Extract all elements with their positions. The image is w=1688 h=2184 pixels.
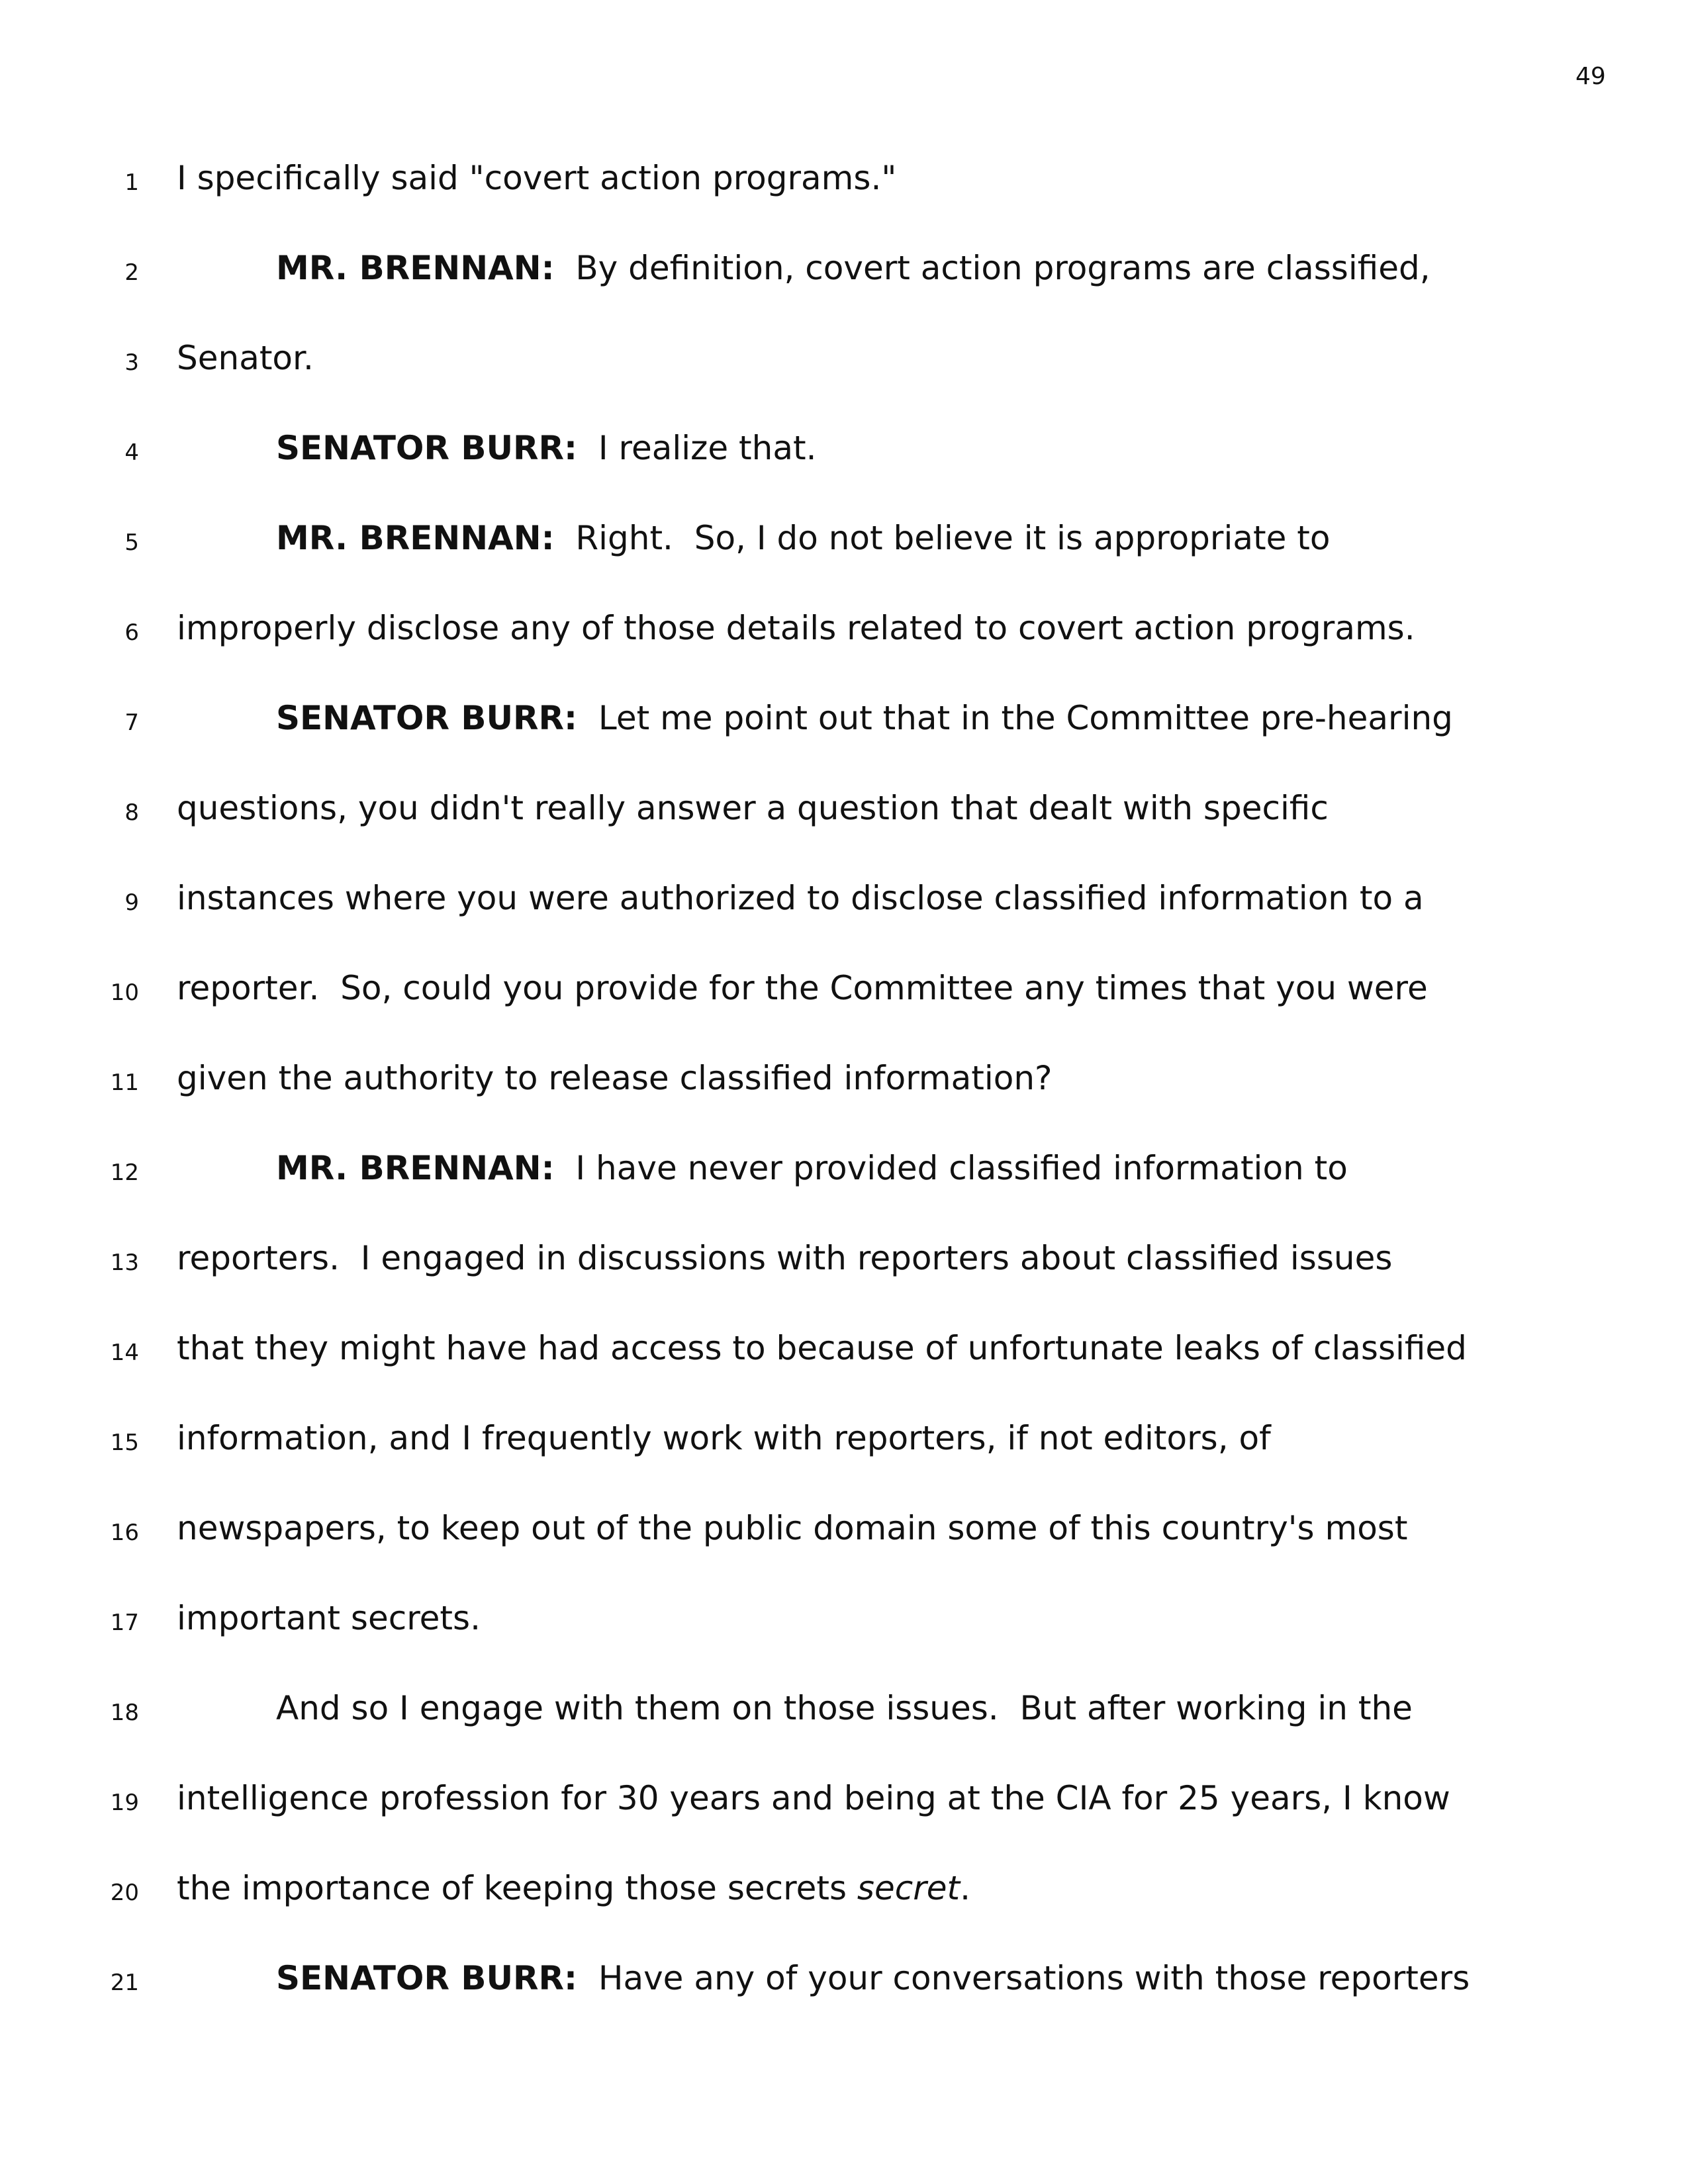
speaker-label: SENATOR BURR:: [276, 699, 578, 737]
transcript-line: [0, 429, 1688, 519]
line-number: 15: [110, 1430, 139, 1456]
transcript-line: [0, 879, 1688, 969]
transcript-line: [0, 1239, 1688, 1329]
transcript-line: [0, 1149, 1688, 1239]
transcript-line: [0, 159, 1688, 249]
line-text: And so I engage with them on those issues. But after working in the: [276, 1689, 1413, 1727]
transcript-line: [0, 1689, 1688, 1779]
transcript-line: [0, 1419, 1688, 1509]
transcript-line: [0, 789, 1688, 879]
line-text: newspapers, to keep out of the public domain some of this country's most: [177, 1509, 1408, 1547]
line-number: 7: [124, 709, 139, 736]
line-number: 12: [110, 1160, 139, 1186]
line-number: 10: [110, 979, 139, 1006]
transcript-line: [0, 1599, 1688, 1689]
line-text: intelligence profession for 30 years and being at the CIA for 25 years, I know: [177, 1779, 1450, 1817]
line-text: instances where you were authorized to disclose classified information to a: [177, 879, 1424, 917]
line-number: 13: [110, 1250, 139, 1276]
line-number: 11: [110, 1069, 139, 1096]
transcript-line: [0, 1779, 1688, 1869]
speaker-label: SENATOR BURR:: [276, 1959, 578, 1997]
line-number: 19: [110, 1790, 139, 1816]
line-number: 18: [110, 1700, 139, 1726]
line-number: 17: [110, 1610, 139, 1636]
page-number: 49: [1575, 63, 1606, 90]
line-number: 21: [110, 1970, 139, 1996]
transcript-line: [0, 969, 1688, 1059]
line-number: 6: [124, 619, 139, 646]
transcript-line: [0, 1329, 1688, 1419]
transcript-line: [0, 1869, 1688, 1959]
speaker-label: SENATOR BURR:: [276, 429, 578, 467]
speaker-label: MR. BRENNAN:: [276, 249, 555, 287]
line-number: 5: [124, 529, 139, 556]
line-number: 20: [110, 1880, 139, 1906]
line-text: SENATOR BURR: Have any of your conversations with those reporters: [276, 1959, 1470, 1997]
line-text: SENATOR BURR: Let me point out that in the Committee pre-hearing: [276, 699, 1453, 737]
line-text: questions, you didn't really answer a question that dealt with specific: [177, 789, 1329, 827]
line-text: MR. BRENNAN: I have never provided classified information to: [276, 1149, 1348, 1187]
line-text: MR. BRENNAN: By definition, covert action programs are classified,: [276, 249, 1430, 287]
line-number: 4: [124, 439, 139, 466]
line-text: given the authority to release classified information?: [177, 1059, 1053, 1097]
line-number: 2: [124, 259, 139, 286]
line-number: 8: [124, 799, 139, 826]
line-number: 16: [110, 1520, 139, 1546]
transcript-line: [0, 249, 1688, 339]
emphasis-text: secret: [857, 1869, 961, 1907]
transcript-line: [0, 339, 1688, 429]
line-text: that they might have had access to because of unfortunate leaks of classified: [177, 1329, 1467, 1367]
line-text: Senator.: [177, 339, 314, 377]
speaker-label: MR. BRENNAN:: [276, 519, 555, 557]
line-text: MR. BRENNAN: Right. So, I do not believe it is appropriate to: [276, 519, 1331, 557]
transcript-line: [0, 699, 1688, 789]
transcript-line: [0, 1509, 1688, 1599]
line-text: I specifically said "covert action programs.": [177, 159, 897, 197]
line-number: 1: [124, 169, 139, 196]
transcript-line: [0, 1059, 1688, 1149]
line-text: the importance of keeping those secrets secret.: [177, 1869, 971, 1907]
transcript-line: [0, 519, 1688, 609]
line-text: improperly disclose any of those details related to covert action programs.: [177, 609, 1415, 647]
line-text: SENATOR BURR: I realize that.: [276, 429, 817, 467]
line-number: 3: [124, 349, 139, 376]
line-text: important secrets.: [177, 1599, 481, 1637]
transcript-line: [0, 1959, 1688, 2049]
line-number: 14: [110, 1340, 139, 1366]
line-number: 9: [124, 889, 139, 916]
line-text: reporter. So, could you provide for the Committee any times that you were: [177, 969, 1428, 1007]
speaker-label: MR. BRENNAN:: [276, 1149, 555, 1187]
line-text: reporters. I engaged in discussions with reporters about classified issues: [177, 1239, 1393, 1277]
line-text: information, and I frequently work with reporters, if not editors, of: [177, 1419, 1271, 1457]
transcript-line: [0, 609, 1688, 699]
